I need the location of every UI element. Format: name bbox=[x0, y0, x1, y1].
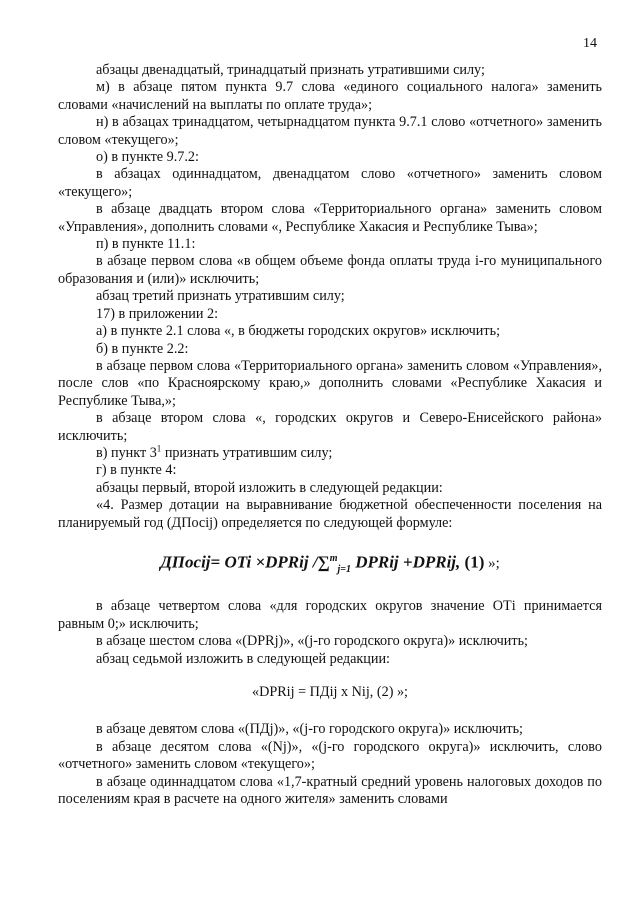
document-body bbox=[58, 62, 602, 808]
paragraph: в абзаце десятом слова «(Nj)», «(j-го городского округа)» исключить, слово «отчетного» заменить словом «текущего»; bbox=[58, 738, 602, 773]
paragraph: абзацы первый, второй изложить в следующей редакции: bbox=[96, 479, 443, 496]
paragraph: в абзаце шестом слова «(DPRj)», «(j-го городского округа)» исключить; bbox=[96, 633, 528, 650]
formula-1-number: (1) bbox=[464, 552, 485, 572]
paragraph: абзац седьмой изложить в следующей редакции: bbox=[96, 650, 391, 667]
formula-2: «DPRij = ПДij x Nij, (2) »; bbox=[251, 684, 408, 701]
sum-symbol: ∑ bbox=[317, 552, 330, 572]
sum-upper-limit: m bbox=[329, 552, 338, 564]
paragraph: п) в пункте 11.1: bbox=[96, 236, 196, 253]
paragraph: в абзаце первом слова «в общем объеме фонда оплаты труда i-го муниципального образования и (или)» исключить; bbox=[58, 253, 602, 287]
paragraph: в абзаце первом слова «Территориального органа» заменить словом «Управления», после слов «по Красноярскому краю,» дополнить словами «Республике Хакасия и Республике Тыва,»; bbox=[58, 357, 602, 409]
paragraph: м) в абзаце пятом пункта 9.7 слова «единого социального налога» заменить словами «начислений на выплаты по оплате труда»; bbox=[58, 79, 602, 113]
paragraph: н) в абзацах тринадцатом, четырнадцатом пункта 9.7.1 слово «отчетного» заменить словом «текущего»; bbox=[58, 114, 602, 148]
paragraph: в абзаце двадцать втором слова «Территориального органа» заменить словом «Управления», дополнить словами «, Республике Хакасия и Республике Тыва»; bbox=[58, 201, 602, 235]
paragraph: в абзаце девятом слова «(ПДj)», «(j-го городского округа)» исключить; bbox=[96, 721, 523, 738]
paragraph: а) в пункте 2.1 слова «, в бюджеты городских округов» исключить; bbox=[96, 323, 501, 340]
paragraph: в абзаце втором слова «, городских округов и Северо-Енисейского района» исключить; bbox=[58, 410, 602, 444]
paragraph: в абзацах одиннадцатом, двенадцатом слово «отчетного» заменить словом «текущего»; bbox=[58, 166, 602, 200]
paragraph: абзацы двенадцатый, тринадцатый признать утратившими силу; bbox=[96, 62, 485, 78]
paragraph: в абзаце одиннадцатом слова «1,7-кратный средний уровень налоговых доходов по поселениям края в расчете на одного жителя» заменить словами bbox=[58, 773, 602, 808]
paragraph: абзац третий признать утратившим силу; bbox=[96, 288, 345, 305]
paragraph: г) в пункте 4: bbox=[96, 462, 177, 479]
paragraph-v-tail: признать утратившим силу; bbox=[161, 444, 333, 461]
paragraph: о) в пункте 9.7.2: bbox=[96, 149, 199, 166]
formula-1 bbox=[58, 550, 602, 578]
paragraph: в абзаце четвертом слова «для городских округов значение ОТi принимается равным 0;» исключить; bbox=[58, 598, 602, 632]
formula-1-rhs: DPRij +DPRij, bbox=[350, 552, 465, 572]
sum-lower-limit: j=1 bbox=[337, 564, 351, 576]
paragraph-v-main: в) пункт 3 bbox=[96, 444, 157, 461]
formula-1-lhs: ДПосij= OTi ×DPRij / bbox=[160, 552, 318, 572]
paragraph-v bbox=[58, 445, 602, 462]
paragraph: «4. Размер дотации на выравнивание бюджетной обеспеченности поселения на планируемый год (ДПосij) определяется по следующей формуле: bbox=[58, 497, 602, 531]
formula-1-tail: »; bbox=[484, 555, 500, 572]
paragraph: 17) в приложении 2: bbox=[96, 305, 219, 322]
paragraph: б) в пункте 2.2: bbox=[96, 340, 189, 357]
page-number: 14 bbox=[583, 36, 597, 51]
paragraph-v-superscript: 1 bbox=[156, 443, 162, 454]
